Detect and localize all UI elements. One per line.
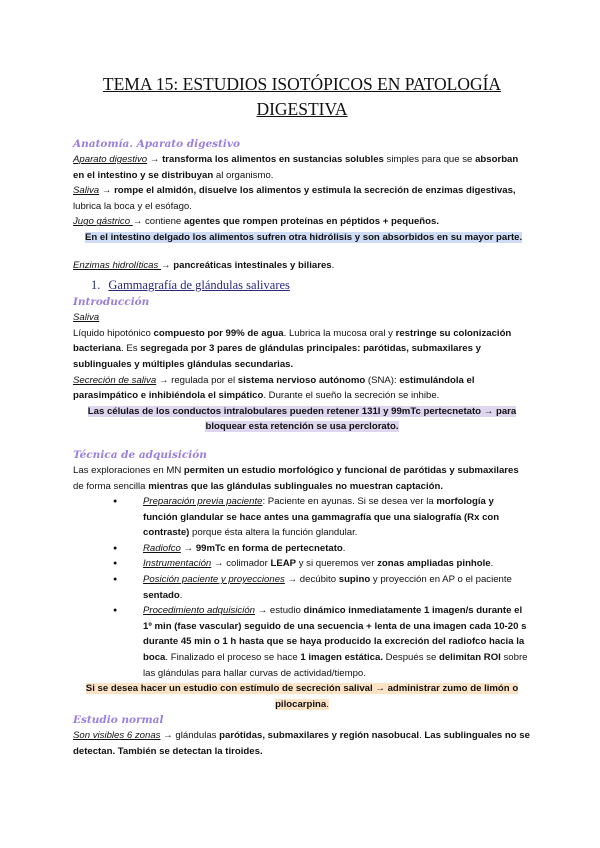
bold-text: permiten un estudio morfológico y funcional de parótidas y submaxilares	[183, 464, 519, 476]
highlighted-note	[73, 681, 531, 712]
paragraph	[73, 463, 531, 494]
bold-text: absorban en el intestino y se distribuyan	[73, 154, 519, 181]
text: . Finalizado el proceso se hace	[165, 652, 301, 664]
list-item	[143, 572, 531, 603]
text: .	[419, 730, 425, 742]
bold-text: segregada por 3 pares de glándulas principales: parótidas, submaxilares y sublinguales y múltiples glándulas secundarias.	[73, 343, 481, 370]
bold-text: pancreáticas intestinales y biliares	[173, 259, 332, 271]
bold-text: mientras que las glándulas sublinguales no muestran captación.	[148, 480, 444, 492]
text: y proyección en AP o el paciente	[370, 574, 512, 586]
text: → colimador	[211, 558, 271, 570]
bold-text: Si se desea hacer un estudio con estímulo de secreción salival → administrar zumo de limón o pilocarpina	[85, 683, 519, 710]
term-label: Procedimiento adquisición	[143, 605, 255, 617]
bold-text: agentes que rompen proteínas en péptidos + pequeños.	[183, 216, 440, 228]
section-heading: Anatomía. Aparato digestivo	[73, 138, 240, 150]
paragraph	[73, 326, 531, 373]
bold-text: estimulándola el parasimpático e inhibiéndola el simpático	[73, 374, 475, 402]
text: .	[179, 589, 183, 601]
section-number: 1.	[91, 278, 101, 293]
section-heading: Estudio normal	[73, 714, 164, 727]
text: .	[331, 259, 335, 271]
paragraph	[73, 183, 531, 214]
term-label: Secreción de saliva	[73, 374, 157, 386]
term-label: Saliva	[73, 312, 100, 324]
text: →	[147, 154, 163, 165]
spacer	[73, 435, 531, 447]
paragraph	[73, 258, 531, 274]
text: . Es	[121, 343, 141, 355]
text: → decúbito	[284, 574, 339, 586]
term-label: Jugo gástrico	[73, 216, 133, 228]
bold-text: dinámico inmediatamente 1 imagen/s durante el 1º min (fase vascular) seguido de una secuencia + lenta de una imagen cada 10-20 s durante 45 min o 1 h hasta que se haya producido la excreción del radiofco hacia la boca	[143, 605, 527, 664]
bold-text: LEAP	[270, 558, 297, 570]
paragraph	[73, 310, 531, 326]
paragraph	[73, 373, 531, 404]
highlighted-note	[73, 230, 531, 246]
bold-text: supino	[338, 574, 371, 586]
text: → glándulas	[160, 730, 220, 742]
term-label: Aparato digestivo	[73, 154, 148, 165]
text: → contiene	[132, 216, 184, 228]
section-title-text: Gammagrafía de glándulas salivares	[108, 278, 290, 293]
bold-text: compuesto por 99% de agua	[153, 327, 284, 339]
text: → estudio	[255, 605, 304, 617]
document-title	[73, 72, 531, 122]
term-label: Saliva	[73, 185, 100, 197]
text: .	[326, 698, 329, 710]
text: (SNA):	[365, 374, 400, 386]
document-page	[73, 72, 531, 760]
bold-text: Las células de los conductos intralobulares pueden retener 131I y 99mTc pertecnetato → para bloquear esta retención se usa perclorato.	[87, 405, 517, 433]
text: simples para que se	[383, 154, 476, 165]
text: porque ésta altera la función glandular.	[189, 527, 358, 539]
text: Después se	[382, 652, 439, 664]
text: .	[490, 558, 494, 570]
term-label: Enzimas hidrolíticas	[73, 259, 161, 271]
paragraph	[73, 214, 531, 230]
section-heading: Introducción	[73, 296, 150, 309]
text: sobre las glándulas para hallar curvas de actividad/tiempo.	[143, 652, 528, 679]
bold-text: sistema nervioso autónomo	[237, 374, 366, 386]
text: →	[160, 259, 174, 271]
bold-text: rompe el almidón, disuelve los alimentos y estimula la secreción de enzimas digestivas,	[114, 185, 516, 197]
text: . Lubrica la mucosa oral y	[283, 327, 396, 339]
bold-text: delimitan ROI	[438, 652, 501, 664]
document-body	[73, 136, 531, 760]
text: al organismo.	[213, 169, 274, 181]
text: →	[180, 542, 196, 554]
highlighted-note	[73, 404, 531, 435]
term-label: Posición paciente y proyecciones	[143, 574, 285, 586]
text: de forma sencilla	[73, 480, 149, 492]
text: lubrica la boca y el esófago.	[73, 200, 192, 212]
list-item	[143, 541, 531, 557]
text: → regulada por el	[156, 374, 238, 386]
bullet-list	[73, 494, 531, 681]
bold-text: Las sublinguales no se detectan. También se detectan la tiroides.	[73, 730, 530, 757]
term-label: Radiofco	[143, 542, 181, 554]
section-heading: Técnica de adquisición	[73, 448, 207, 461]
text: Líquido hipotónico	[73, 327, 154, 339]
bold-text: morfología y función glandular se hace antes una gammagrafía que una sialografía (Rx con contraste)	[143, 496, 500, 539]
text: y si queremos ver	[296, 558, 378, 570]
paragraph	[73, 152, 531, 183]
bold-text: transforma los alimentos en sustancias solubles	[162, 154, 384, 165]
bold-text: zonas ampliadas pinhole	[377, 558, 491, 570]
text: Las exploraciones en MN	[73, 464, 184, 476]
term-label: Son visibles 6 zonas	[73, 730, 161, 742]
title-line-2: DIGESTIVA	[256, 99, 348, 119]
bold-text: 99mTc en forma de pertecnetato	[195, 542, 343, 554]
bold-text: 1 imagen estática.	[300, 652, 383, 664]
text: : Paciente en ayunas. Si se desea ver la	[262, 496, 437, 508]
text: →	[99, 185, 115, 197]
list-item	[143, 603, 531, 681]
spacer	[73, 246, 531, 258]
title-line-1: TEMA 15: ESTUDIOS ISOTÓPICOS EN PATOLOGÍA	[102, 74, 502, 94]
list-item	[143, 556, 531, 572]
term-label: Preparación previa paciente	[143, 496, 263, 508]
bold-text: parótidas, submaxilares y región nasobucal	[219, 730, 420, 742]
term-label: Instrumentación	[143, 558, 212, 570]
bold-text: En el intestino delgado los alimentos sufren otra hidrólisis y son absorbidos en su mayor parte.	[85, 231, 523, 243]
text: . Durante el sueño la secreción se inhibe.	[263, 390, 440, 402]
numbered-section-title	[73, 277, 531, 294]
text: .	[342, 542, 346, 554]
list-item	[143, 494, 531, 541]
bold-text: restringe su colonización bacteriana	[73, 327, 512, 355]
bold-text: sentado	[143, 589, 180, 601]
paragraph	[73, 728, 531, 759]
